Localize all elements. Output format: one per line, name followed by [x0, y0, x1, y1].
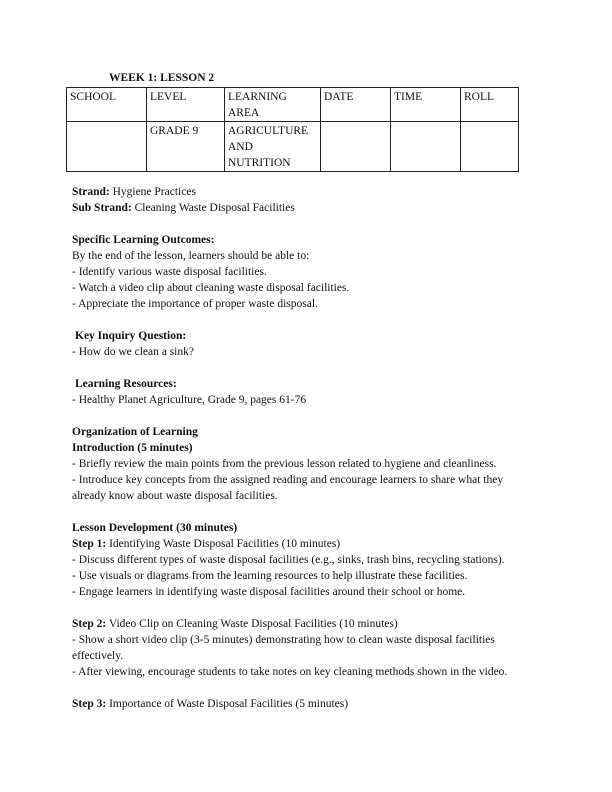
lesson-title: WEEK 1: LESSON 2: [109, 72, 215, 84]
step-2-title: [72, 616, 542, 632]
step-1-text: Identifying Waste Disposal Facilities (10 minutes): [109, 538, 341, 550]
outcome-item: - Watch a video clip about cleaning waste disposal facilities.: [72, 282, 350, 294]
strand-label: Strand:: [72, 186, 110, 198]
header-roll: ROLL: [461, 88, 519, 122]
introduction-item: - Briefly review the main points from the previous lesson related to hygiene and cleanliness.: [72, 458, 497, 470]
strand-line: [72, 184, 542, 200]
step-2-item: effectively.: [72, 650, 124, 662]
sub-strand-value: Cleaning Waste Disposal Facilities: [134, 202, 295, 214]
lesson-info-table: [66, 87, 519, 172]
outcomes-intro: By the end of the lesson, learners should be able to:: [72, 250, 310, 262]
step-1-item: - Engage learners in identifying waste disposal facilities around their school or home.: [72, 586, 466, 598]
step-2-label: Step 2:: [72, 618, 107, 630]
step-2-item: - After viewing, encourage students to take notes on key cleaning methods shown in the video.: [72, 666, 508, 678]
cell-roll: [461, 122, 519, 172]
outcome-item: - Appreciate the importance of proper waste disposal.: [72, 298, 318, 310]
step-2-text: Video Clip on Cleaning Waste Disposal Facilities (10 minutes): [108, 618, 398, 630]
lesson-content: [72, 184, 542, 712]
inquiry-item: - How do we clean a sink?: [72, 346, 194, 358]
step-1-label: Step 1:: [72, 538, 107, 550]
outcomes-heading: Specific Learning Outcomes:: [72, 234, 215, 246]
header-level: LEVEL: [147, 88, 225, 122]
cell-learning-area: AGRICULTURE AND NUTRITION: [225, 122, 321, 172]
header-school: SCHOOL: [67, 88, 147, 122]
sub-strand-line: [72, 200, 542, 216]
step-2-item: - Show a short video clip (3-5 minutes) demonstrating how to clean waste disposal facilities: [72, 634, 495, 646]
inquiry-heading: Key Inquiry Question:: [75, 330, 187, 342]
step-1-item: - Use visuals or diagrams from the learning resources to help illustrate these facilities.: [72, 570, 468, 582]
cell-school: [67, 122, 147, 172]
outcome-item: - Identify various waste disposal facilities.: [72, 266, 267, 278]
header-learning-area: LEARNING AREA: [225, 88, 321, 122]
table-row: [67, 122, 519, 172]
introduction-item: already know about waste disposal facilities.: [72, 490, 278, 502]
development-heading: Lesson Development (30 minutes): [72, 522, 238, 534]
organization-heading: Organization of Learning: [72, 426, 198, 438]
step-3-label: Step 3:: [72, 698, 107, 710]
introduction-heading: Introduction (5 minutes): [72, 442, 193, 454]
cell-level: GRADE 9: [147, 122, 225, 172]
step-1-item: - Discuss different types of waste disposal facilities (e.g., sinks, trash bins, recycling stations).: [72, 554, 505, 566]
cell-date: [321, 122, 391, 172]
introduction-item: - Introduce key concepts from the assigned reading and encourage learners to share what they: [72, 474, 504, 486]
resources-heading: Learning Resources:: [75, 378, 177, 390]
header-date: DATE: [321, 88, 391, 122]
step-3-title: [72, 696, 542, 712]
strand-value: Hygiene Practices: [112, 186, 196, 198]
step-3-text: Importance of Waste Disposal Facilities (5 minutes): [109, 698, 349, 710]
cell-time: [391, 122, 461, 172]
header-time: TIME: [391, 88, 461, 122]
table-header-row: [67, 88, 519, 122]
sub-strand-label: Sub Strand:: [72, 202, 132, 214]
resource-item: - Healthy Planet Agriculture, Grade 9, pages 61-76: [72, 394, 307, 406]
step-1-title: [72, 536, 542, 552]
